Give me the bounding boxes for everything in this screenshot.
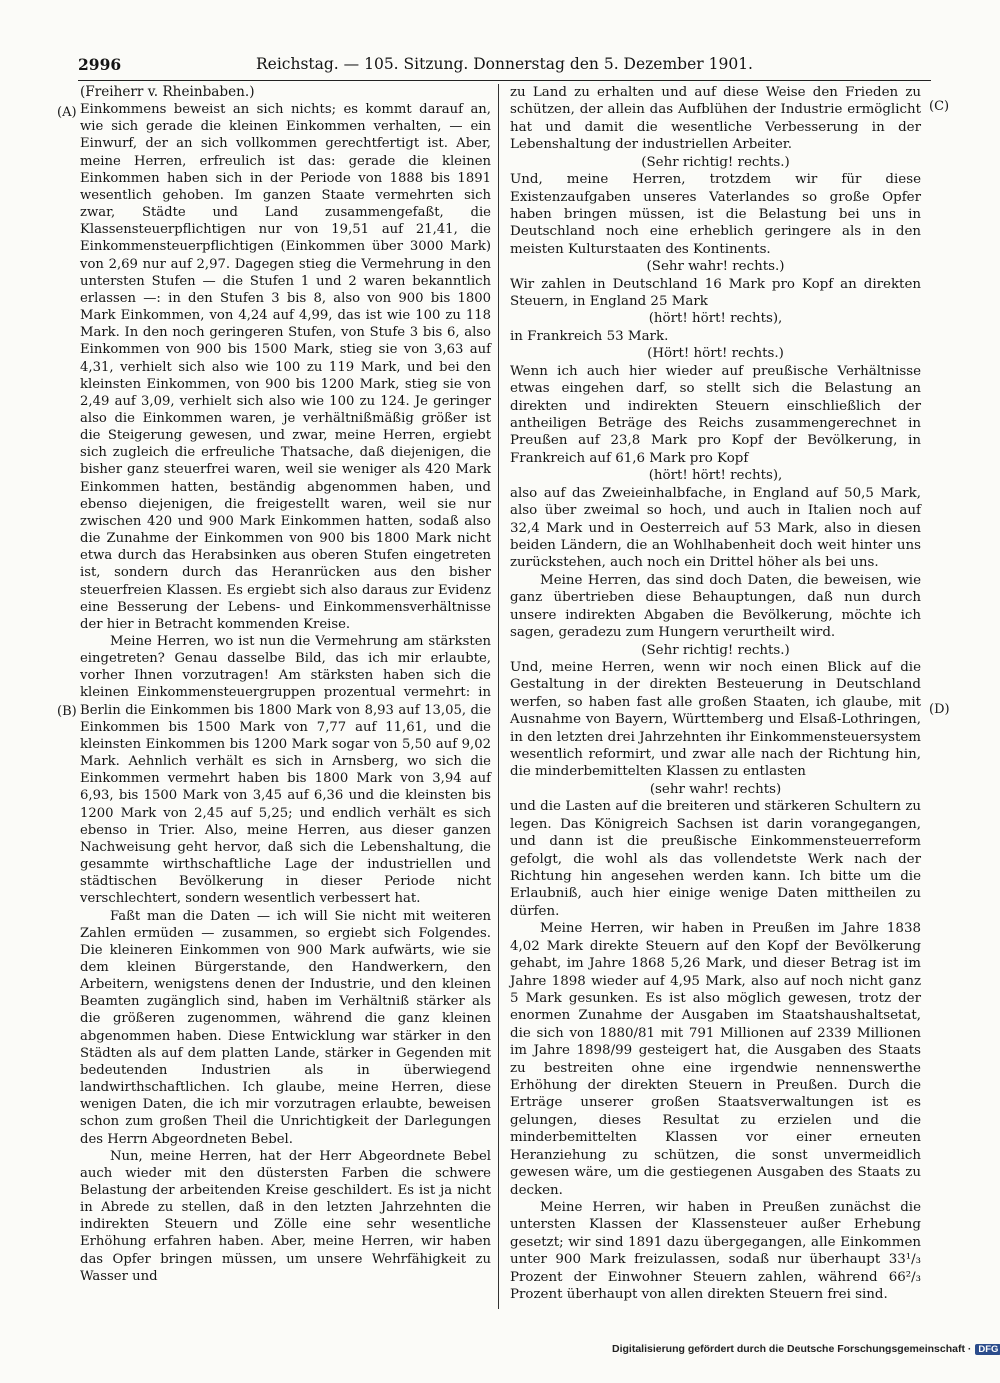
paragraph: Meine Herren, wir haben in Preußen im Jahre 1838 4,02 Mark direkte Steuern auf den Kopf der Bevölkerung gehabt, im Jahre 1868 5,26 Mark, und dieser Betrag ist im Jahre 1898 wieder auf 4,95 Mark, also auf noch nicht ganz 5 Mark gesunken. Es ist also möglich gewesen, trotz der enormen Zunahme der Ausgaben im Staatshaushaltsetat, die sich von 1880/81 mit 791 Millionen auf 2339 Millionen im Jahre 1898/99 gesteigert hat, die Ausgaben des Staats zu bestreiten ohne eine irgendwie nennenswerthe Erhöhung der direkten Steuern in Preußen. Durch die Erträge unserer großen Staatsverwaltungen ist es gelungen, dieses Resultat zu erzielen und die minderbemittelten Klassen vor einer erneuten Heranziehung zu schützen, die sonst unvermeidlich gewesen wäre, um die gestiegenen Ausgaben des Staats zu decken. <box>510 921 921 1198</box>
right-column <box>510 84 921 1304</box>
paragraph: Meine Herren, wo ist nun die Vermehrung am stärksten eingetreten? Genau dasselbe Bild, das ich mir erlaubte, vorher Ihnen vorzutragen! Am stärksten haben sich die kleinen Einkommensteuergruppen prozentual vermehrt: in Berlin die Einkommen bis 1800 Mark von 8,93 auf 13,05, die Einkommen bis 1500 Mark von 7,77 auf 11,61, und die kleinsten Einkommen bis 1200 Mark sogar von 5,50 auf 9,02 Mark. Aehnlich verhält es sich in Arnsberg, wo sich die Einkommen vermehrt haben bis 1800 Mark von 3,94 auf 6,93, bis 1500 Mark von 3,45 auf 6,36 und die kleinsten bis 1200 Mark von 2,45 auf 5,25; und endlich verhält es sich ebenso in Trier. Also, meine Herren, aus dieser ganzen Nachweisung geht hervor, daß sich die Lebenshaltung, die gesammte wirthschaftliche Lage der industriellen und städtischen Bevölkerung in dieser Periode nicht verschlechtert, sondern wesentlich verbessert hat. <box>80 634 491 907</box>
column-divider <box>498 84 499 1309</box>
paragraph: Faßt man die Daten — ich will Sie nicht mit weiteren Zahlen ermüden — zusammen, so ergiebt sich Folgendes. Die kleineren Einkommen von 900 Mark aufwärts, wie sie dem kleinen Bürgerstande, den Handwerkern, den Arbeitern, wenigstens denen der Industrie, und den kleinen Beamten zugänglich sind, haben im Verhältniß stärker als die größeren zugenommen, während die ganz kleinen abgenommen haben. Diese Entwicklung war stärker in den Städten als auf dem platten Lande, stärker in Gegenden mit bedeutenden Industrien als in überwiegend landwirthschaftlichen. Ich glaube, meine Herren, diese wenigen Daten, die ich mir vorzutragen erlaubte, beweisen schon zum großen Theil die Unrichtigkeit der Darlegungen des Herrn Abgeordneten Bebel. <box>80 908 491 1147</box>
margin-marker-c: (C) <box>929 99 950 114</box>
paragraph: Wenn ich auch hier wieder auf preußische Verhältnisse etwas eingehen darf, so stellt sich die Belastung an direkten und indirekten Steuern einschließlich der antheiligen Beträge des Reichs zusammengerechnet in Preußen auf 23,8 Mark pro Kopf der Bevölkerung, in Frankreich auf 61,6 Mark pro Kopf <box>510 363 921 466</box>
left-column <box>80 84 491 1285</box>
paragraph: Nun, meine Herren, hat der Herr Abgeordnete Bebel auch wieder mit den düstersten Farben die schwere Belastung der arbeitenden Kreise geschildert. Es ist ja nicht in Abrede zu stellen, daß in den letzten Jahrzehnten die indirekten Steuern und Zölle eine sehr wesentliche Erhöhung erfahren haben. Aber, meine Herren, wir haben das Opfer bringen müssen, um unsere Wehrfähigkeit zu Wasser und <box>80 1148 491 1284</box>
paragraph: Einkommens beweist an sich nichts; es kommt darauf an, wie sich gerade die kleinen Einkommen verhalten, — ein Einwurf, der an sich vollkommen gerechtfertigt ist. Aber, meine Herren, erfreulich ist das: gerade die kleinen Einkommen haben sich in der Periode von 1888 bis 1891 wesentlich gehoben. Im ganzen Staate vermehrten sich zwar, Städte und Land zusammengefaßt, die Klassensteuerpflichtigen nur von 19,51 auf 21,41, die Einkommensteuerpflichtigen (Einkommen über 3000 Mark) von 2,69 nur auf 2,97. Dagegen stieg die Vermehrung in den untersten Stufen — die Stufen 1 und 2 waren bekanntlich erlassen —: in den Stufen 3 bis 8, also von 900 bis 1800 Mark Einkommen, von 4,24 auf 4,99, das ist wie 100 zu 118 Mark. In den noch geringeren Stufen, von Stufe 3 bis 6, also Einkommen von 900 bis 1500 Mark, stieg sie von 3,63 auf 4,31, verhielt sich also wie 100 zu 119 Mark, und bei den kleinsten Einkommen, von 900 bis 1200 Mark, stieg sie von 2,49 auf 3,09, verhielt sich also wie 100 zu 124. Je geringer also die Einkommen waren, je verhältnißmäßig größer ist die Steigerung gewesen, und zwar, meine Herren, ergiebt sich zugleich die erfreuliche Thatsache, daß diejenigen, die bisher ganz steuerfrei waren, weil sie weniger als 420 Mark Einkommen hatten, beständig abgenommen haben, und ebenso diejenigen, die freigestellt waren, weil sie nur zwischen 420 und 900 Mark Einkommen hatten, sodaß also die Zunahme der Einkommen von 900 bis 1800 Mark nicht etwa durch das Herabsinken aus oberen Stufen eingetreten ist, sondern durch das Heranrücken aus den bisher steuerfreien Klassen. Es ergiebt sich also daraus zur Evidenz eine Besserung der Lebens- und Einkommensverhältnisse der hier in Betracht kommenden Kreise. <box>80 102 491 632</box>
margin-marker-a: (A) <box>57 105 77 120</box>
interjection: (hört! hört! rechts), <box>648 311 783 327</box>
running-title: Reichstag. — 105. Sitzung. Donnerstag den 5. Dezember 1901. <box>256 55 753 73</box>
interjection: (Sehr richtig! rechts.) <box>641 154 790 170</box>
interjection: (Sehr wahr! rechts.) <box>646 259 785 275</box>
paragraph: Meine Herren, das sind doch Daten, die beweisen, wie ganz übertrieben diese Behauptungen, daß nun durch unsere indirekten Abgaben die Bevölkerung, möchte ich sagen, geradezu zum Hungern verurtheilt wird. <box>510 572 921 641</box>
paragraph: zu Land zu erhalten und auf diese Weise den Frieden zu schützen, der allein das Aufblühen der Industrie ermöglicht hat und damit die wesentliche Verbesserung in der Lebenshaltung der industriellen Arbeiter. <box>510 85 921 153</box>
paragraph: Meine Herren, wir haben in Preußen zunächst die untersten Klassen der Klassensteuer außer Erhebung gesetzt; wir sind 1891 dazu übergegangen, alle Einkommen unter 900 Mark freizulassen, sodaß nur überhaupt 33¹/₃ Prozent der Einwohner Steuern zahlen, während 66²/₃ Prozent überhaupt von allen direkten Steuern frei sind. <box>510 1200 921 1303</box>
paragraph: also auf das Zweieinhalbfache, in England auf 50,5 Mark, also über zweimal so hoch, und auch in Italien noch auf 32,4 Mark und in Oesterreich auf 53 Mark, also in diesen beiden Ländern, die an Wohlhabenheit doch weit hinter uns zurückstehen, auch noch ein Drittel höher als bei uns. <box>510 485 921 571</box>
margin-marker-b: (B) <box>57 704 77 719</box>
interjection: (sehr wahr! rechts) <box>649 781 782 797</box>
paragraph: Und, meine Herren, trotzdem wir für diese Existenzaufgaben unseres Vaterlandes so große Opfer haben bringen müssen, ist die Belastung bei uns in Deutschland noch eine erheblich geringere als in den meisten Kulturstaaten des Kontinents. <box>510 172 921 257</box>
dfg-logo: DFG <box>975 1344 1000 1355</box>
margin-marker-d: (D) <box>929 702 950 717</box>
interjection: (Hört! hört! rechts.) <box>647 346 784 362</box>
paragraph: Und, meine Herren, wenn wir noch einen Blick auf die Gestaltung in der direkten Besteuerung in Deutschland werfen, so haben fast alle großen Staaten, ich glaube, mit Ausnahme von Bayern, Württemberg und Elsaß-Lothringen, in den letzten drei Jahrzehnten ihr Einkommensteuersystem wesentlich reformirt, und zwar alle nach der Richtung hin, die minderbemittelten Klassen zu entlasten <box>510 659 921 780</box>
paragraph: in Frankreich 53 Mark. <box>510 328 669 344</box>
speaker-label: (Freiherr v. Rheinbaben.) <box>80 84 255 100</box>
interjection: (Sehr richtig! rechts.) <box>641 642 790 658</box>
paragraph: Wir zahlen in Deutschland 16 Mark pro Kopf an direkten Steuern, in England 25 Mark <box>510 276 921 310</box>
page-number: 2996 <box>78 55 122 74</box>
page-header <box>78 55 931 77</box>
interjection: (hört! hört! rechts), <box>648 468 783 484</box>
header-rule <box>78 80 931 81</box>
credit-text: Digitalisierung gefördert durch die Deutsche Forschungsgemeinschaft · <box>612 1343 972 1355</box>
digitization-credit <box>612 1343 1000 1355</box>
paragraph: und die Lasten auf die breiteren und stärkeren Schultern zu legen. Das Königreich Sachsen ist darin vorangegangen, und dann ist die preußische Einkommensteuerreform gefolgt, die wohl als das vollendetste Werk nach der Richtung hin angesehen werden kann. Ich bitte um die Erlaubniß, auch hier einige wenige Daten mittheilen zu dürfen. <box>510 799 921 919</box>
